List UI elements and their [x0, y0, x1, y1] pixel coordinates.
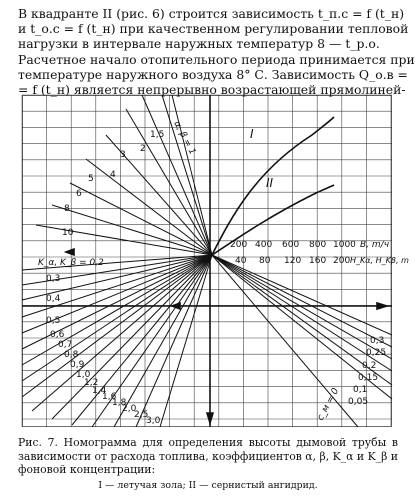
- curve-I-label: I: [250, 127, 254, 141]
- ray-line: [52, 205, 212, 255]
- ray-line: [212, 255, 392, 347]
- k-value: 1,8: [112, 398, 127, 408]
- ray-line: [212, 255, 392, 371]
- k-value: 0,6: [50, 330, 65, 340]
- ray-line: [212, 255, 358, 427]
- top-scale-label: 200: [230, 240, 248, 250]
- figure-labels: [38, 120, 409, 426]
- c-value: 0,15: [358, 373, 379, 383]
- paragraph-line: В квадранте II (рис. 6) строится зависимость t_п.с = f (t_н): [18, 6, 405, 21]
- c-value: 0,3: [370, 336, 385, 346]
- k-value: 1,4: [92, 386, 107, 396]
- k-value: 0,4: [46, 294, 61, 304]
- k-value: 0,8: [64, 350, 79, 360]
- k-value: 3,0: [146, 416, 161, 426]
- ray-line: [136, 255, 212, 427]
- ray-line: [172, 95, 212, 255]
- mid-scale-label: 120: [284, 256, 302, 266]
- alpha-beta-value: 10: [62, 228, 74, 238]
- c-value: 0,05: [348, 397, 369, 407]
- paragraph-line: и t_о.с = f (t_н) при качественном регулировании тепловой: [18, 21, 409, 37]
- top-scale-label: 400: [255, 240, 273, 250]
- alpha-beta-value: 4: [110, 170, 116, 180]
- k-value: 0,9: [70, 360, 85, 370]
- k-label: K_α, K_β = 0,2: [38, 258, 104, 268]
- paragraph-line: нагрузки в интервале наружных температур 8 — t_р.о.: [18, 36, 380, 52]
- paragraph-line: температуре наружного воздуха 8° С. Зависимость Q_о.в =: [18, 66, 408, 82]
- k-value: 0,7: [58, 340, 73, 350]
- paragraph-line: Расчетное начало отопительного периода принимается при: [18, 51, 415, 67]
- alpha-beta-value: 1,5: [150, 130, 165, 140]
- caption-text: Рис. 7. Номограмма для определения высоты дымовой трубы в зависимости от расхода топлива, коэффициентов α, β, K_α и K_β и фоновой концентрации:: [18, 436, 398, 476]
- mid-scale-label: 40: [235, 256, 247, 266]
- caption-legend: I — летучая зола; II — сернистый ангидрид.: [98, 479, 318, 491]
- top-scale-label: 600: [282, 240, 300, 250]
- ray-line: [212, 255, 392, 335]
- c-value: 0,1: [353, 385, 368, 395]
- k-value: 1,2: [84, 378, 99, 388]
- k-value: 2,5: [134, 410, 149, 420]
- mid-scale-label: 160: [309, 256, 327, 266]
- alpha-beta-label: α, β = 1: [171, 119, 198, 157]
- mid-scale-label: 200: [333, 256, 351, 266]
- k-value: 2,0: [122, 404, 137, 414]
- mid-scale-label: 80: [259, 256, 271, 266]
- body-paragraph: [18, 6, 415, 98]
- alpha-beta-value: 8: [64, 204, 70, 214]
- ray-line: [212, 255, 392, 359]
- top-scale-unit: B, m/ч: [360, 240, 390, 250]
- k-value: 0,5: [46, 316, 61, 326]
- ray-line: [142, 95, 212, 255]
- figure-caption: [18, 436, 398, 492]
- paragraph-line: = f (t_н) является непрерывно возрастающей прямолиней-: [18, 82, 406, 98]
- alpha-beta-value: 2: [140, 144, 146, 154]
- curve-II-label: II: [266, 176, 274, 190]
- nomogram-figure: [22, 95, 409, 427]
- alpha-beta-value: 6: [76, 189, 82, 199]
- k-value: 1,6: [102, 392, 117, 402]
- c-value: 0,2: [362, 361, 377, 371]
- alpha-beta-value: 3: [120, 150, 126, 160]
- top-scale-label: 1000: [333, 240, 356, 250]
- c-value: 0,25: [366, 348, 387, 358]
- k-value: 0,3: [46, 274, 61, 284]
- alpha-beta-value: 5: [88, 174, 94, 184]
- top-scale-label: 800: [309, 240, 327, 250]
- ray-line: [72, 255, 212, 425]
- mid-scale-unit: H_Kα, H_Kβ, m: [350, 256, 409, 265]
- k-value: 1,0: [76, 370, 91, 380]
- c-label: c_м = 0: [315, 386, 342, 423]
